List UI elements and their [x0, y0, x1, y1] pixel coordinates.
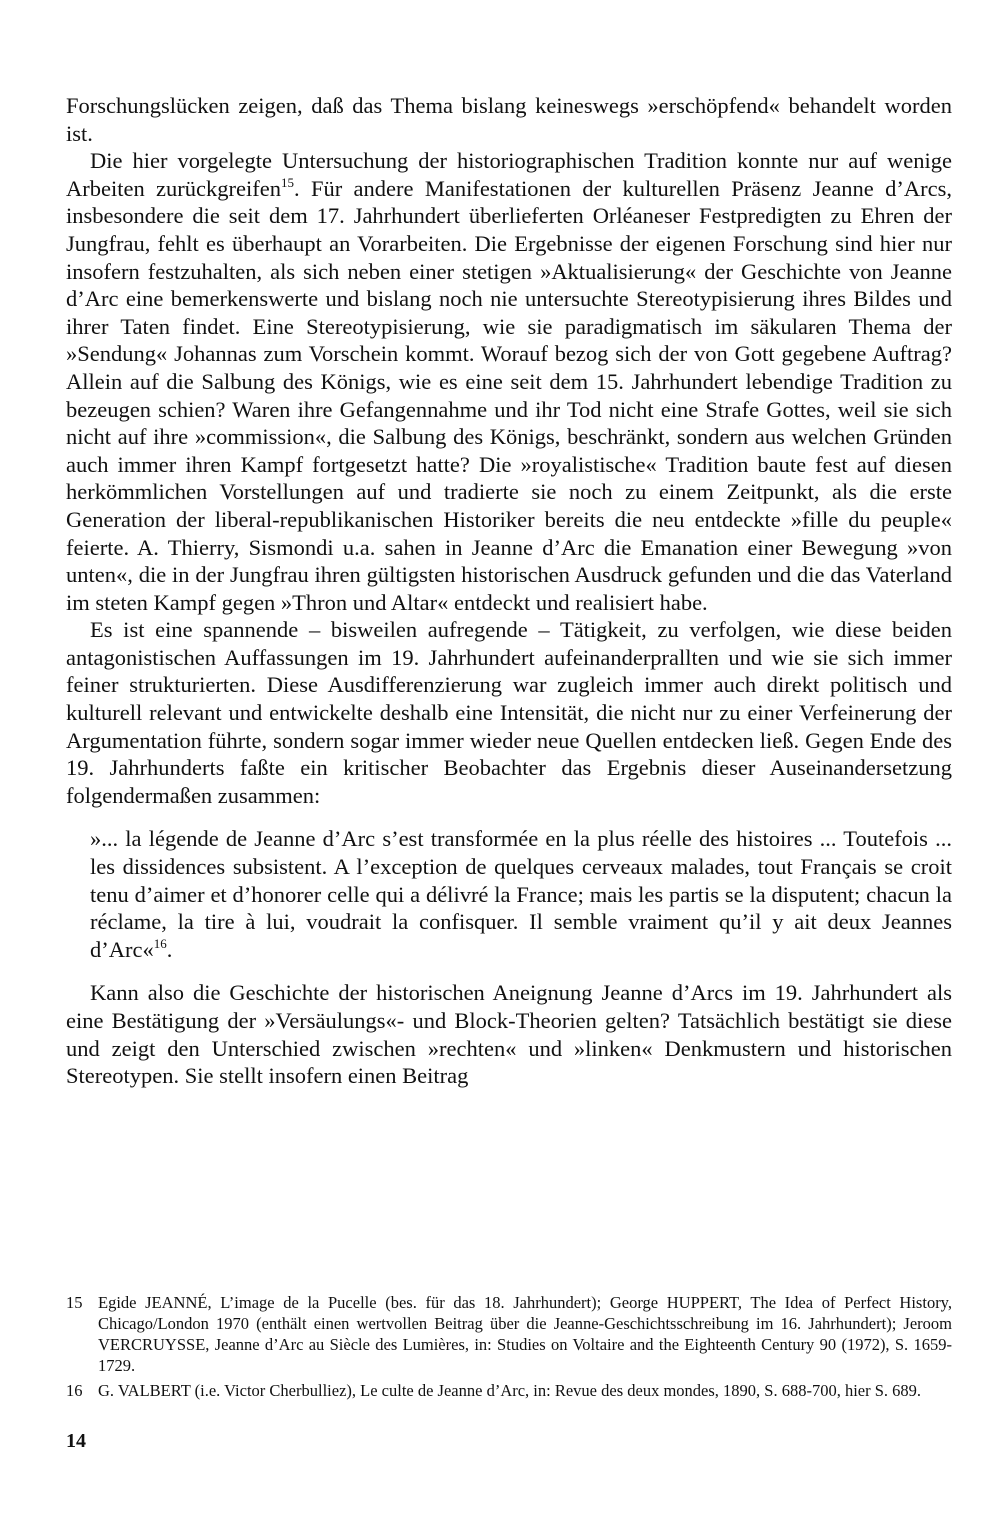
paragraph-3: Es ist eine spannende – bisweilen aufregende – Tätigkeit, zu verfolgen, wie diese beiden antagonistischen Auffassungen im 19. Jahrhundert aufeinanderprallten und wie sie sich immer feiner strukturierten. Diese Ausdifferenzierung war zugleich immer auch direkt politisch und kulturell relevant und entwickelte deshalb eine Intensität, die nicht nur zu einer Verfeinerung der Argumentation führte, sondern sogar immer wieder neue Quellen entdecken ließ. Gegen Ende des 19. Jahrhunderts faßte ein kritischer Beobachter das Ergebnis dieser Auseinandersetzung folgendermaßen zusammen:: [66, 617, 952, 808]
paragraph-4: Kann also die Geschichte der historischen Aneignung Jeanne d’Arcs im 19. Jahrhundert als eine Bestätigung der »Versäulungs«- und Block-Theorien gelten? Tatsächlich bestätigt sie diese und zeigt den Unterschied zwischen »rechten« und »linken« Denkmustern und historischen Stereotypen. Sie stellt insofern einen Beitrag: [66, 980, 952, 1089]
footnote-text: Egide JEANNÉ, L’image de la Pucelle (bes. für das 18. Jahrhundert); George HUPPERT, The Idea of Perfect History, Chicago/London 1970 (enthält einen wertvollen Beitrag über die Jeanne-Geschichtsschreibung im 16. Jahrhundert); Jeroom VERCRUYSSE, Jeanne d’Arc au Siècle des Lumières, in: Studies on Voltaire and the Eighteenth Century 90 (1972), S. 1659-1729.: [98, 1293, 952, 1375]
footnote-15: [66, 1292, 952, 1376]
paragraph-2-start: Die hier vorgelegte Untersuchung der historiographischen Tradition konnte nur auf wenige Arbeiten zurückgreifen: [66, 148, 952, 201]
footnote-16: [66, 1380, 952, 1401]
body-text: [66, 92, 952, 1090]
page-content: [66, 92, 952, 1090]
block-quote-end: .: [166, 936, 173, 962]
paragraph-2-rest: . Für andere Manifestationen der kulturellen Präsenz Jeanne d’Arcs, insbesondere die seit dem 17. Jahrhundert überlieferten Orléaneser Festpredigten zu Ehren der Jungfrau, fehlt es überhaupt an Vorarbeiten. Die Ergebnisse der eigenen Forschung sind hier nur insofern festzuhalten, als sich neben einer stetigen »Aktualisierung« der Geschichte von Jeanne d’Arc eine bemerkenswerte und bislang noch nie untersuchte Stereotypisierung ihres Bildes und ihrer Taten findet. Eine Stereotypisierung, wie sie paradigmatisch im säkularen Thema der »Sendung« Johannas zum Vorschein kommt. Worauf bezog sich der von Gott gegebene Auftrag? Allein auf die Salbung des Königs, wie es eine seit dem 15. Jahrhundert lebendige Tradition zu bezeugen schien? Waren ihre Gefangennahme und ihr Tod nicht eine Strafe Gottes, weil sie sich nicht auf ihre »commission«, die Salbung des Königs, beschränkt, sondern aus welchen Gründen auch immer ihren Kampf fortgesetzt hatte? Die »royalistische« Tradition baute fest auf diesen herkömmlichen Vorstellungen auf und tradierte sie noch zu einem Zeitpunkt, als die erste Generation der liberal-republikanischen Historiker bereits die neu entdeckte »fille du peuple« feierte. A. Thierry, Sismondi u.a. sahen in Jeanne d’Arc die Emanation einer Bewegung »von unten«, die in der Jungfrau ihren gültigsten historischen Ausdruck gefunden und die das Vaterland im steten Kampf gegen »Thron und Altar« entdeckt und realisiert habe.: [66, 175, 952, 615]
paragraph-2: [66, 147, 952, 616]
block-quote: [90, 825, 952, 963]
block-quote-text: »... la légende de Jeanne d’Arc s’est transformée en la plus réelle des histoires ... Toutefois ... les dissidences subsistent. A l’exception de quelques cerveaux malades, tout Français se croit tenu d’aimer et d’honorer celle qui a délivré la France; mais les partis se la disputent; chacun la réclame, la tire à lui, voudrait la confisquer. Il semble vraiment qu’il y ait deux Jeannes d’Arc«: [90, 826, 952, 962]
footnote-text: G. VALBERT (i.e. Victor Cherbulliez), Le culte de Jeanne d’Arc, in: Revue des deux mondes, 1890, S. 688-700, hier S. 689.: [98, 1381, 922, 1400]
footnote-number: 16: [66, 1381, 83, 1400]
footnote-ref-15: 15: [280, 174, 294, 190]
footnotes: [66, 1292, 952, 1405]
page-number: 14: [66, 1430, 86, 1452]
footnote-number: 15: [66, 1293, 83, 1312]
paragraph-1: Forschungslücken zeigen, daß das Thema bislang keineswegs »erschöpfend« behandelt worden ist.: [66, 93, 952, 146]
footnote-ref-16: 16: [153, 935, 167, 951]
